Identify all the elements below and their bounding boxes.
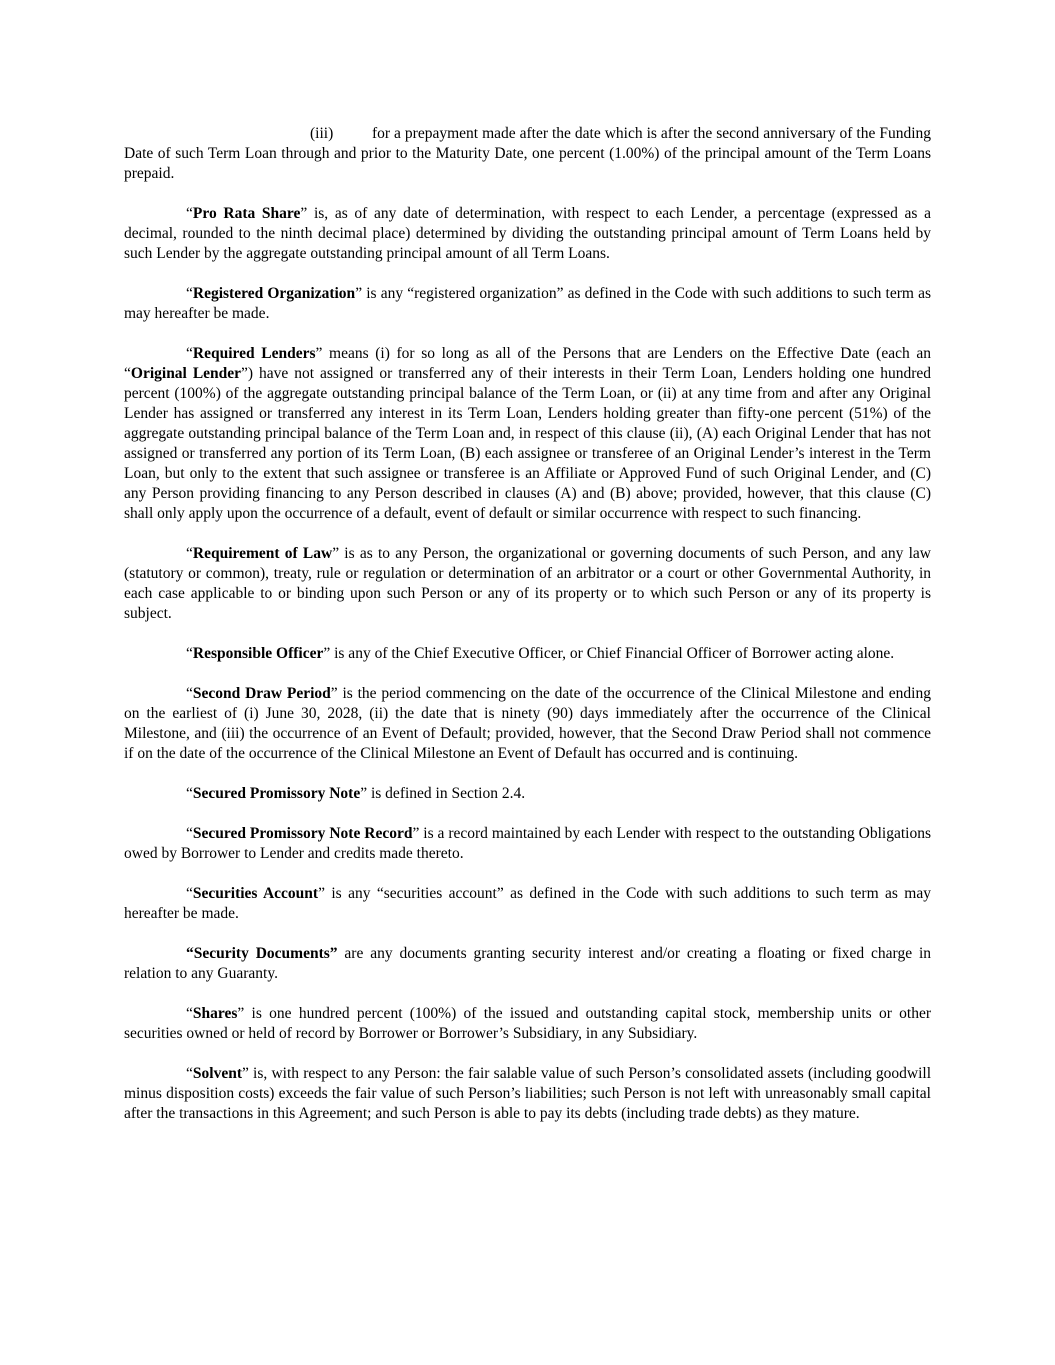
definition-text: ” is any “securities account” as defined in the Code with such additions to such term as may hereafter be made. (124, 885, 931, 922)
defined-term: Shares (192, 1005, 238, 1022)
definition-text: ” is any of the Chief Executive Officer, or Chief Financial Officer of Borrower acting alone. (323, 645, 895, 662)
defined-term: Solvent (192, 1065, 242, 1082)
definition-text: ” means (i) for so long as all of the Persons that are Lenders on the Effective Date (each an “ (124, 345, 931, 382)
definition-text: ” is a record maintained by each Lender with respect to the outstanding Obligations owed by Borrower to Lender and credits made thereto. (124, 825, 931, 862)
definition-secured-promissory-note-record: “Secured Promissory Note Record” is a record maintained by each Lender with respect to the outstanding Obligations owed by Borrower to Lender and credits made thereto. (124, 825, 931, 862)
defined-term: Required Lenders (192, 345, 316, 362)
definition-shares: “Shares” is one hundred percent (100%) of the issued and outstanding capital stock, membership units or other securities owned or held of record by Borrower or Borrower’s Subsidiary, in any Subsidiary. (124, 1005, 931, 1042)
definition-text: ” is as to any Person, the organizational or governing documents of such Person, and any law (statutory or common), treaty, rule or regulation or determination of an arbitrator or a court or other Governmental Authority, in each case applicable to or binding upon such Person or any of its property or to which such Person or any of its property is subject. (124, 545, 931, 622)
definition-text: ” is, as of any date of determination, with respect to each Lender, a percentage (expressed as a decimal, rounded to the ninth decimal place) determined by dividing the outstanding principal amount of Term Loans held by such Lender by the aggregate outstanding principal amount of all Term Loans. (124, 205, 931, 262)
definition-text: ” is, with respect to any Person: the fair salable value of such Person’s consolidated assets (including goodwill minus disposition costs) exceeds the fair value of such Person’s liabilities; such Person is not left with unreasonably small capital after the transactions in this Agreement; and such Person is able to pay its debts (including trade debts) as they mature. (124, 1065, 931, 1122)
defined-term: Pro Rata Share (192, 205, 301, 222)
definition-text: ” is one hundred percent (100%) of the issued and outstanding capital stock, membership units or other securities owned or held of record by Borrower or Borrower’s Subsidiary, in any Subsidiary. (124, 1005, 931, 1042)
definition-registered-organization: “Registered Organization” is any “registered organization” as defined in the Code with such additions to such term as may hereafter be made. (124, 285, 931, 322)
defined-term: Securities Account (192, 885, 319, 902)
definition-responsible-officer: “Responsible Officer” is any of the Chief Executive Officer, or Chief Financial Officer of Borrower acting alone. (186, 645, 895, 662)
clause-text: for a prepayment made after the date which is after the second anniversary of the Funding Date of such Term Loan through and prior to the Maturity Date, one percent (1.00%) of the principal amount of the Term Loans prepaid. (124, 125, 931, 182)
definition-text: ” is the period commencing on the date of the occurrence of the Clinical Milestone and ending on the earliest of (i) June 30, 2028, (ii) the date that is ninety (90) days immediately after the occurrence of the Clinical Milestone, and (iii) the occurrence of an Event of Default; provided, however, that the Second Draw Period shall not commence if on the date of the occurrence of the Clinical Milestone an Event of Default has occurred and is continuing. (124, 685, 931, 762)
prepayment-clause-iii (124, 124, 931, 184)
definition-pro-rata-share: “Pro Rata Share” is, as of any date of determination, with respect to each Lender, a percentage (expressed as a decimal, rounded to the ninth decimal place) determined by dividing the outstanding principal amount of Term Loans held by such Lender by the aggregate outstanding principal amount of all Term Loans. (124, 205, 931, 262)
defined-subterm: Original Lender (130, 365, 242, 382)
defined-term: Secured Promissory Note Record (192, 825, 413, 842)
definition-solvent: “Solvent” is, with respect to any Person: the fair salable value of such Person’s consolidated assets (including goodwill minus disposition costs) exceeds the fair value of such Person’s liabilities; such Person is not left with unreasonably small capital after the transactions in this Agreement; and such Person is able to pay its debts (including trade debts) as they mature. (124, 1065, 931, 1122)
defined-term: Secured Promissory Note (192, 785, 361, 802)
defined-term: Requirement of Law (192, 545, 333, 562)
definition-required-lenders: “Required Lenders” means (i) for so long as all of the Persons that are Lenders on the Effective Date (each an “Original Lender”) have not assigned or transferred any of their interests in their Term Loan, Lenders holding one hundred percent (100%) of the aggregate outstanding principal balance of the Term Loan, or (ii) at any time from and after any Original Lender has assigned or transferred any interest in its Term Loan, Lenders holding greater than fifty-one percent (51%) of the aggregate outstanding principal balance of the Term Loan and, in respect of this clause (ii), (A) each Original Lender that has not assigned or transferred any portion of its Term Loan, (B) each assignee or transferee of an Original Lender’s interest in the Term Loan, but only to the extent that such assignee or transferee is an Affiliate or Approved Fund of such Original Lender, and (C) any Person providing financing to any Person described in clauses (A) and (B) above; provided, however, that this clause (C) shall only apply upon the occurrence of a default, event of default or similar occurrence with respect to such financing. (124, 345, 931, 522)
defined-term: Responsible Officer (192, 645, 324, 662)
definition-text: ”) have not assigned or transferred any of their interests in their Term Loan, Lenders holding one hundred percent (100%) of the aggregate outstanding principal balance of the Term Loan, or (ii) at any time from and after any Original Lender has assigned or transferred any interest in its Term Loan, Lenders holding greater than fifty-one percent (51%) of the aggregate outstanding principal balance of the Term Loan and, in respect of this clause (ii), (A) each Original Lender that has not assigned or transferred any portion of its Term Loan, (B) each assignee or transferee of an Original Lender’s interest in the Term Loan, but only to the extent that such assignee or transferee is an Affiliate or Approved Fund of such Original Lender, and (C) any Person providing financing to any Person described in clauses (A) and (B) above; provided, however, that this clause (C) shall only apply upon the occurrence of a default, event of default or similar occurrence with respect to such financing. (124, 365, 931, 522)
definition-second-draw-period: “Second Draw Period” is the period commencing on the date of the occurrence of the Clinical Milestone and ending on the earliest of (i) June 30, 2028, (ii) the date that is ninety (90) days immediately after the occurrence of the Clinical Milestone, and (iii) the occurrence of an Event of Default; provided, however, that the Second Draw Period shall not commence if on the date of the occurrence of the Clinical Milestone an Event of Default has occurred and is continuing. (124, 685, 931, 762)
definition-secured-promissory-note: “Secured Promissory Note” is defined in Section 2.4. (186, 785, 526, 802)
definition-text: ” is defined in Section 2.4. (360, 785, 526, 802)
defined-term: “Security Documents” (186, 945, 338, 962)
document-page (124, 124, 931, 1144)
definition-securities-account: “Securities Account” is any “securities account” as defined in the Code with such additions to such term as may hereafter be made. (124, 885, 931, 922)
clause-label: (iii) (310, 125, 334, 142)
definition-text: ” is any “registered organization” as defined in the Code with such additions to such term as may hereafter be made. (124, 285, 931, 322)
definition-text: are any documents granting security interest and/or creating a floating or fixed charge in relation to any Guaranty. (124, 945, 932, 982)
definition-requirement-of-law: “Requirement of Law” is as to any Person, the organizational or governing documents of such Person, and any law (statutory or common), treaty, rule or regulation or determination of an arbitrator or a court or other Governmental Authority, in each case applicable to or binding upon such Person or any of its property or to which such Person or any of its property is subject. (124, 545, 931, 622)
defined-term: Second Draw Period (192, 685, 331, 702)
definition-security-documents (124, 944, 931, 984)
defined-term: Registered Organization (192, 285, 356, 302)
